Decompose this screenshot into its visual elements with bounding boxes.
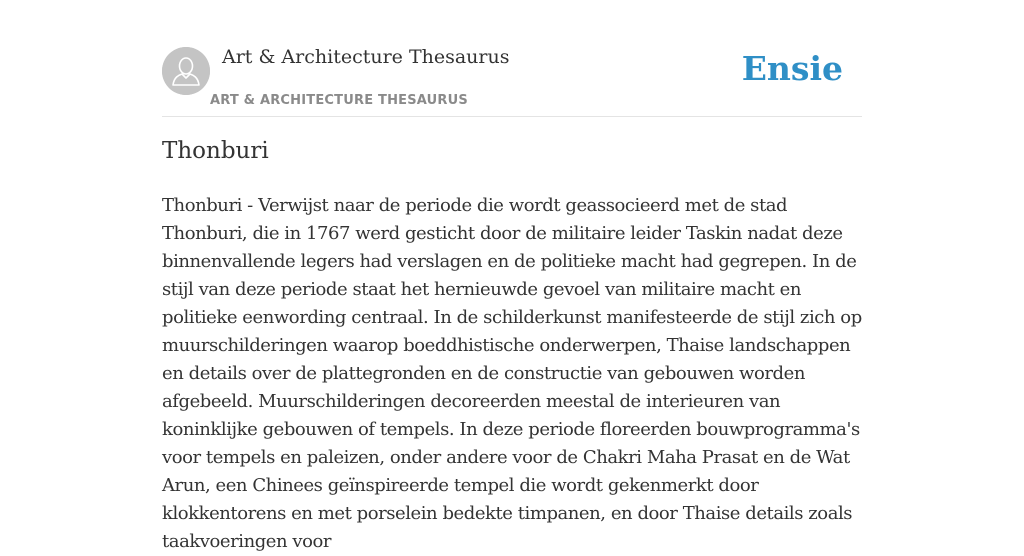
avatar-silhouette <box>162 47 210 95</box>
ensie-logo[interactable]: Ensie <box>741 49 843 88</box>
article-title: Thonburi <box>162 138 269 164</box>
user-avatar-icon[interactable] <box>162 47 210 95</box>
publication-name[interactable]: ART & ARCHITECTURE THESAURUS <box>210 93 468 108</box>
author-name[interactable]: Art & Architecture Thesaurus <box>222 46 510 68</box>
article-header <box>162 47 862 117</box>
article-body: Thonburi - Verwijst naar de periode die wordt geassocieerd met de stad Thonburi, die in 1767 werd gesticht door de militaire leider Taskin nadat deze binnenvallende legers had verslagen en de politieke macht had gegrepen. In de stijl van deze periode staat het hernieuwde gevoel van militaire macht en politieke eenwording centraal. In de schilderkunst manifesteerde de stijl zich op muurschilderingen waarop boeddhistische onderwerpen, Thaise landschappen en details over de plattegronden en de constructie van gebouwen worden afgebeeld. Muurschilderingen decoreerden meestal de interieuren van koninklijke gebouwen of tempels. In deze periode floreerden bouwprogramma's voor tempels en paleizen, onder andere voor de Chakri Maha Prasat en de Wat Arun, een Chinees geïnspireerde tempel die wordt gekenmerkt door klokkentorens en met porselein bedekte timpanen, en door Thaise details zoals taakvoeringen voor <box>162 195 862 552</box>
